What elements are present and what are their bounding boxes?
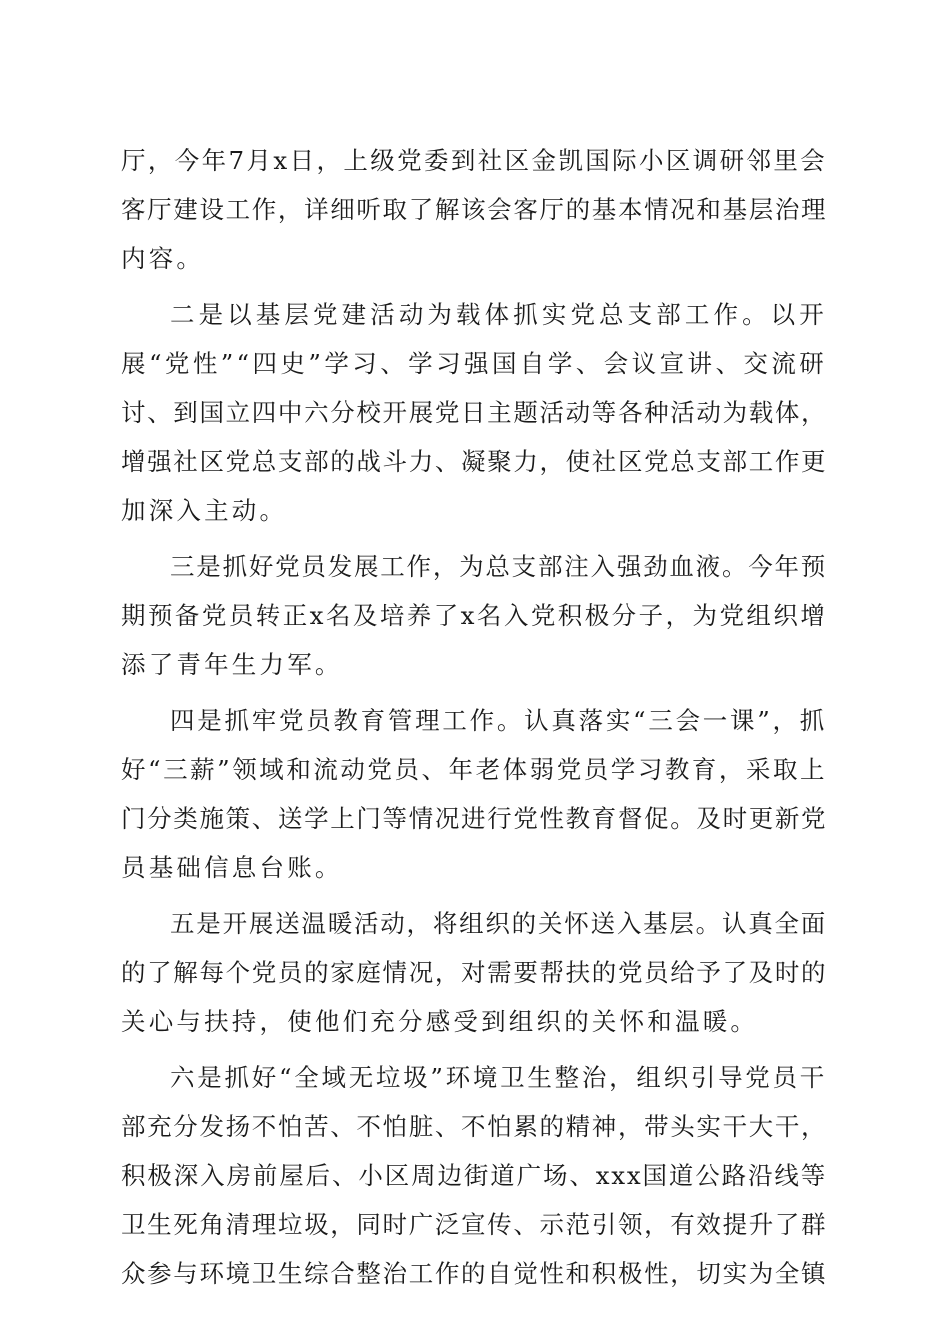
- text-line: 内容。: [121, 244, 205, 273]
- text-line: 积极深入房前屋后、小区周边街道广场、xxx国道公路沿线等: [121, 1161, 827, 1190]
- text-line: 关心与扶持，使他们充分感受到组织的关怀和温暖。: [121, 1007, 759, 1036]
- text-line: 展“党性”“四史”学习、学习强国自学、会议宣讲、交流研: [121, 349, 827, 378]
- text-line: 六是抓好“全域无垃圾”环境卫生整治，组织引导党员干: [170, 1063, 827, 1092]
- text-line: 好“三薪”领域和流动党员、年老体弱党员学习教育，采取上: [121, 755, 827, 784]
- text-line: 客厅建设工作，详细听取了解该会客厅的基本情况和基层治理: [121, 195, 827, 224]
- document-body: [121, 136, 827, 1305]
- paragraph-point-3: [121, 542, 827, 689]
- text-line: 三是抓好党员发展工作，为总支部注入强劲血液。今年预: [170, 552, 827, 581]
- text-line: 厅，今年7月x日，上级党委到社区金凯国际小区调研邻里会: [121, 146, 827, 175]
- paragraph-point-6: [121, 1053, 827, 1298]
- text-line: 二是以基层党建活动为载体抓实党总支部工作。以开: [170, 300, 827, 329]
- text-line: 讨、到国立四中六分校开展党日主题活动等各种活动为载体，: [121, 398, 827, 427]
- text-line: 员基础信息台账。: [121, 853, 343, 882]
- text-line: 增强社区党总支部的战斗力、凝聚力，使社区党总支部工作更: [121, 447, 827, 476]
- text-line: 五是开展送温暖活动，将组织的关怀送入基层。认真全面: [170, 909, 827, 938]
- paragraph-point-5: [121, 899, 827, 1046]
- text-line: 的了解每个党员的家庭情况，对需要帮扶的党员给予了及时的: [121, 958, 827, 987]
- text-line: 众参与环境卫生综合整治工作的自觉性和积极性，切实为全镇: [121, 1259, 827, 1288]
- paragraph-continuation: [121, 136, 827, 283]
- text-line: 门分类施策、送学上门等情况进行党性教育督促。及时更新党: [121, 804, 827, 833]
- text-line: 部充分发扬不怕苦、不怕脏、不怕累的精神，带头实干大干，: [121, 1112, 827, 1141]
- text-line: 四是抓牢党员教育管理工作。认真落实“三会一课”，抓: [170, 706, 827, 735]
- text-line: 添了青年生力军。: [121, 650, 343, 679]
- text-line: 期预备党员转正x名及培养了x名入党积极分子，为党组织增: [121, 601, 828, 630]
- paragraph-point-4: [121, 696, 827, 892]
- text-line: 卫生死角清理垃圾，同时广泛宣传、示范引领，有效提升了群: [121, 1210, 827, 1239]
- text-line: 加深入主动。: [121, 496, 288, 525]
- paragraph-point-2: [121, 290, 827, 535]
